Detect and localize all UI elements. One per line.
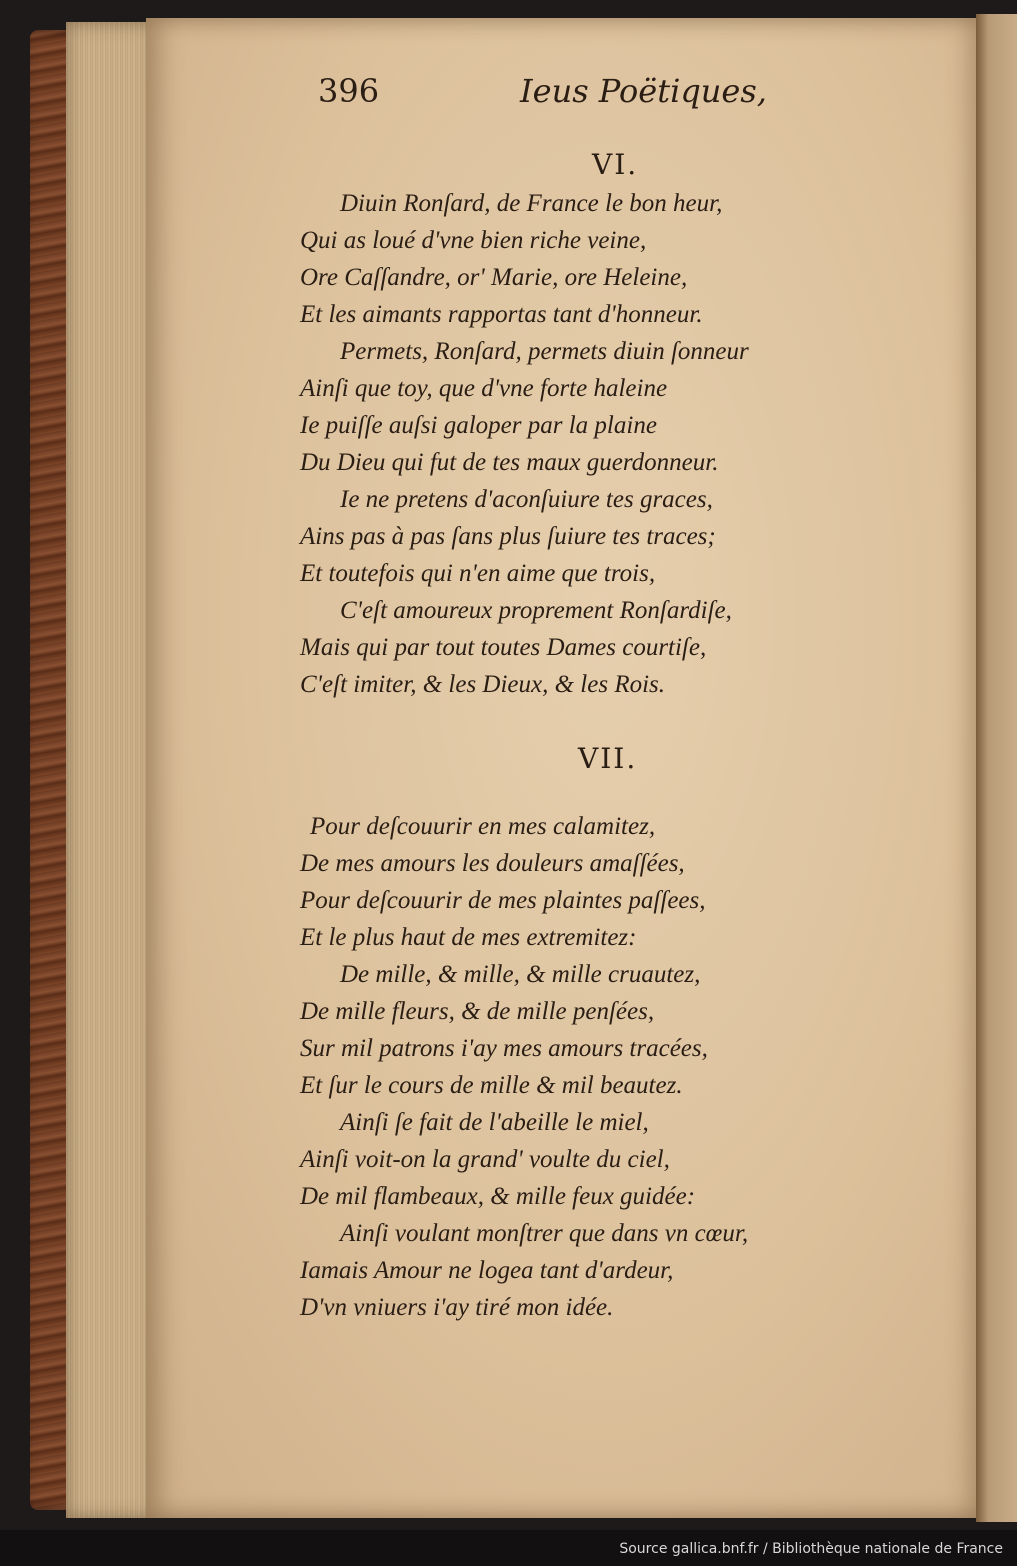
verse-line: D'vn vniuers i'ay tiré mon idée. [300,1294,614,1321]
verse-line: Du Dieu qui fut de tes maux guerdonneur. [300,449,719,476]
verse-line: Ie puiſſe auſsi galoper par la plaine [300,412,657,439]
page-block-edges [66,22,156,1518]
sonnet-vi [300,185,920,703]
facing-page-edge [976,14,1017,1522]
verse-line: Et les aimants rapportas tant d'honneur. [300,301,703,328]
verse-line: Mais qui par tout toutes Dames courtiſe, [300,634,707,661]
verse-line: Et ſur le cours de mille & mil beautez. [300,1072,683,1099]
verse-line: C'eſt imiter, & les Dieux, & les Rois. [300,671,666,698]
sonnet-vii [300,808,920,1326]
source-credit: Source gallica.bnf.fr / Bibliothèque nationale de France [619,1541,1003,1557]
verse-line: Permets, Ronſard, permets diuin ſonneur [340,338,749,365]
verse-line: De mille fleurs, & de mille penſées, [300,998,655,1025]
page-number: 396 [318,72,380,110]
running-title: Ieus Poëtiques, [520,72,767,110]
verse-line: Ore Caſſandre, or' Marie, ore Heleine, [300,264,688,291]
verse-line: Et le plus haut de mes extremitez: [300,924,637,951]
sonnet-number-vii: VII. [578,742,638,775]
verse-line: Ainſi ſe fait de l'abeille le miel, [340,1109,649,1136]
verse-line: Sur mil patrons i'ay mes amours tracées, [300,1035,708,1062]
verse-line: De mes amours les douleurs amaſſées, [300,850,685,877]
verse-line: Qui as loué d'vne bien riche veine, [300,227,647,254]
verse-line: Ains pas à pas ſans plus ſuiure tes traces; [300,523,716,550]
verse-line: Ainſi voit-on la grand' voulte du ciel, [300,1146,670,1173]
verse-line: C'eſt amoureux proprement Ronſardiſe, [340,597,732,624]
footer-bar [0,1530,1017,1566]
verse-line: De mille, & mille, & mille cruautez, [340,961,701,988]
verse-line: De mil flambeaux, & mille feux guidée: [300,1183,696,1210]
sonnet-number-vi: VI. [592,148,639,181]
verse-line: Pour deſcouurir de mes plaintes paſſees, [300,887,706,914]
verse-line: Et toutefois qui n'en aime que trois, [300,560,656,587]
verse-line: Diuin Ronſard, de France le bon heur, [340,190,723,217]
verse-line: Ainſi voulant monſtrer que dans vn cœur, [340,1220,749,1247]
verse-line: Pour deſcouurir en mes calamitez, [310,813,656,840]
verse-line: Iamais Amour ne logea tant d'ardeur, [300,1257,674,1284]
verse-line: Ie ne pretens d'aconſuiure tes graces, [340,486,713,513]
verse-line: Ainſi que toy, que d'vne forte haleine [300,375,668,402]
